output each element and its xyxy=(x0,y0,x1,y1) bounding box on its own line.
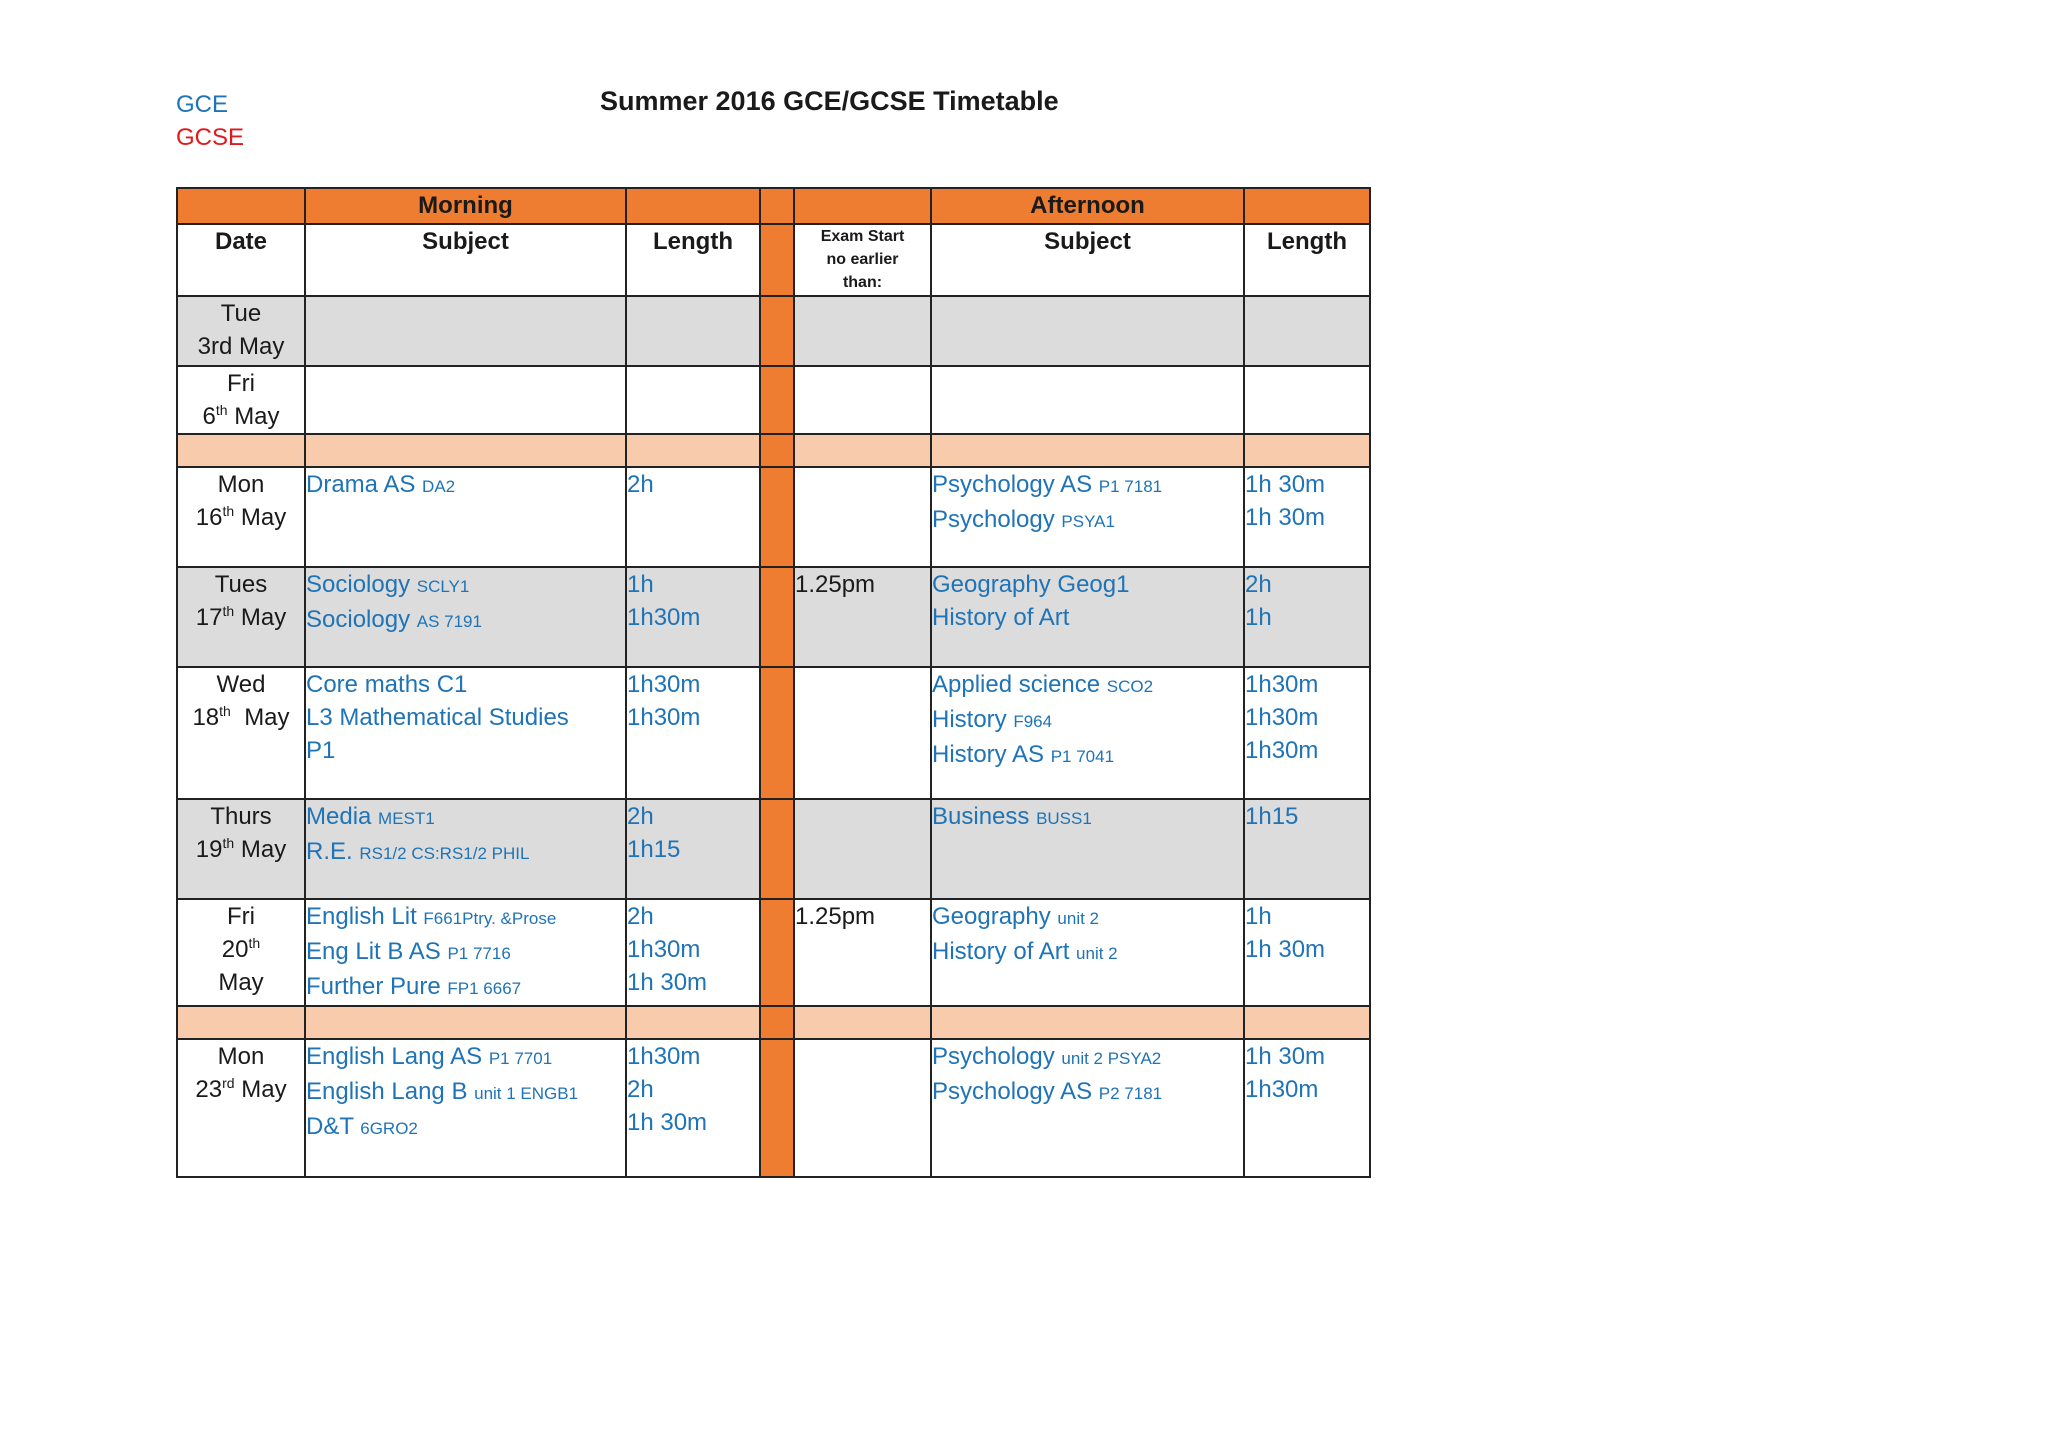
am-subjects: Drama AS DA2 xyxy=(305,467,626,567)
am-lengths: 2h 1h30m 1h 30m xyxy=(626,899,760,1006)
table-row xyxy=(177,667,1370,799)
am-lengths: 2h xyxy=(626,467,760,567)
pm-subjects: Geography unit 2 History of Art unit 2 xyxy=(931,899,1244,1006)
timetable xyxy=(176,187,1371,1178)
exam-start: 1.25pm xyxy=(794,899,931,1006)
pm-subjects: Applied science SCO2 History F964 History AS P1 7041 xyxy=(931,667,1244,799)
date-cell: Wed 18th May xyxy=(177,667,305,799)
afternoon-header: Afternoon xyxy=(931,188,1244,224)
date-cell: Mon 23rd May xyxy=(177,1039,305,1177)
am-lengths: 1h 1h30m xyxy=(626,567,760,667)
am-subjects: Sociology SCLY1 Sociology AS 7191 xyxy=(305,567,626,667)
date-cell: Fri 6th May xyxy=(177,366,305,434)
week-break-row xyxy=(177,1006,1370,1039)
pm-subjects: Psychology unit 2 PSYA2 Psychology AS P2 7181 xyxy=(931,1039,1244,1177)
table-row xyxy=(177,296,1370,366)
pm-lengths: 2h 1h xyxy=(1244,567,1370,667)
session-header-row xyxy=(177,188,1370,224)
legend-gcse: GCSE xyxy=(176,124,245,151)
page-title: Summer 2016 GCE/GCSE Timetable xyxy=(600,86,1059,116)
pm-subject-header: Subject xyxy=(931,224,1244,296)
am-lengths: 1h30m 1h30m xyxy=(626,667,760,799)
date-cell: Fri 20th May xyxy=(177,899,305,1006)
table-row xyxy=(177,366,1370,434)
exam-start xyxy=(794,1039,931,1177)
am-subjects: Media MEST1 R.E. RS1/2 CS:RS1/2 PHIL xyxy=(305,799,626,899)
exam-start: 1.25pm xyxy=(794,567,931,667)
week-break-row xyxy=(177,434,1370,467)
date-cell: Tues 17th May xyxy=(177,567,305,667)
am-length-header: Length xyxy=(626,224,760,296)
separator xyxy=(760,224,794,296)
am-lengths: 2h 1h15 xyxy=(626,799,760,899)
pm-subjects: Business BUSS1 xyxy=(931,799,1244,899)
morning-header: Morning xyxy=(305,188,626,224)
pm-lengths: 1h 1h 30m xyxy=(1244,899,1370,1006)
am-subjects: English Lit F661Ptry. &Prose Eng Lit B AS P1 7716 Further Pure FP1 6667 xyxy=(305,899,626,1006)
table-row xyxy=(177,567,1370,667)
am-subject-header: Subject xyxy=(305,224,626,296)
date-cell: Tue 3rd May xyxy=(177,296,305,366)
exam-start xyxy=(794,667,931,799)
table-row xyxy=(177,899,1370,1006)
pm-lengths: 1h30m 1h30m 1h30m xyxy=(1244,667,1370,799)
pm-lengths: 1h 30m 1h 30m xyxy=(1244,467,1370,567)
exam-start-header: Exam Start no earlier than: xyxy=(794,224,931,296)
am-subjects: Core maths C1 L3 Mathematical Studies P1 xyxy=(305,667,626,799)
legend xyxy=(176,88,244,154)
am-lengths: 1h30m 2h 1h 30m xyxy=(626,1039,760,1177)
table-row xyxy=(177,1039,1370,1177)
pm-subjects: Geography Geog1 History of Art xyxy=(931,567,1244,667)
am-subjects: English Lang AS P1 7701 English Lang B unit 1 ENGB1 D&T 6GRO2 xyxy=(305,1039,626,1177)
pm-lengths: 1h15 xyxy=(1244,799,1370,899)
date-cell: Thurs 19th May xyxy=(177,799,305,899)
table-row xyxy=(177,799,1370,899)
pm-subjects: Psychology AS P1 7181 Psychology PSYA1 xyxy=(931,467,1244,567)
column-header-row xyxy=(177,224,1370,296)
pm-lengths: 1h 30m 1h30m xyxy=(1244,1039,1370,1177)
legend-gce: GCE xyxy=(176,91,229,118)
pm-length-header: Length xyxy=(1244,224,1370,296)
table-row xyxy=(177,467,1370,567)
date-header: Date xyxy=(177,224,305,296)
exam-start xyxy=(794,467,931,567)
exam-start xyxy=(794,799,931,899)
date-cell: Mon 16th May xyxy=(177,467,305,567)
